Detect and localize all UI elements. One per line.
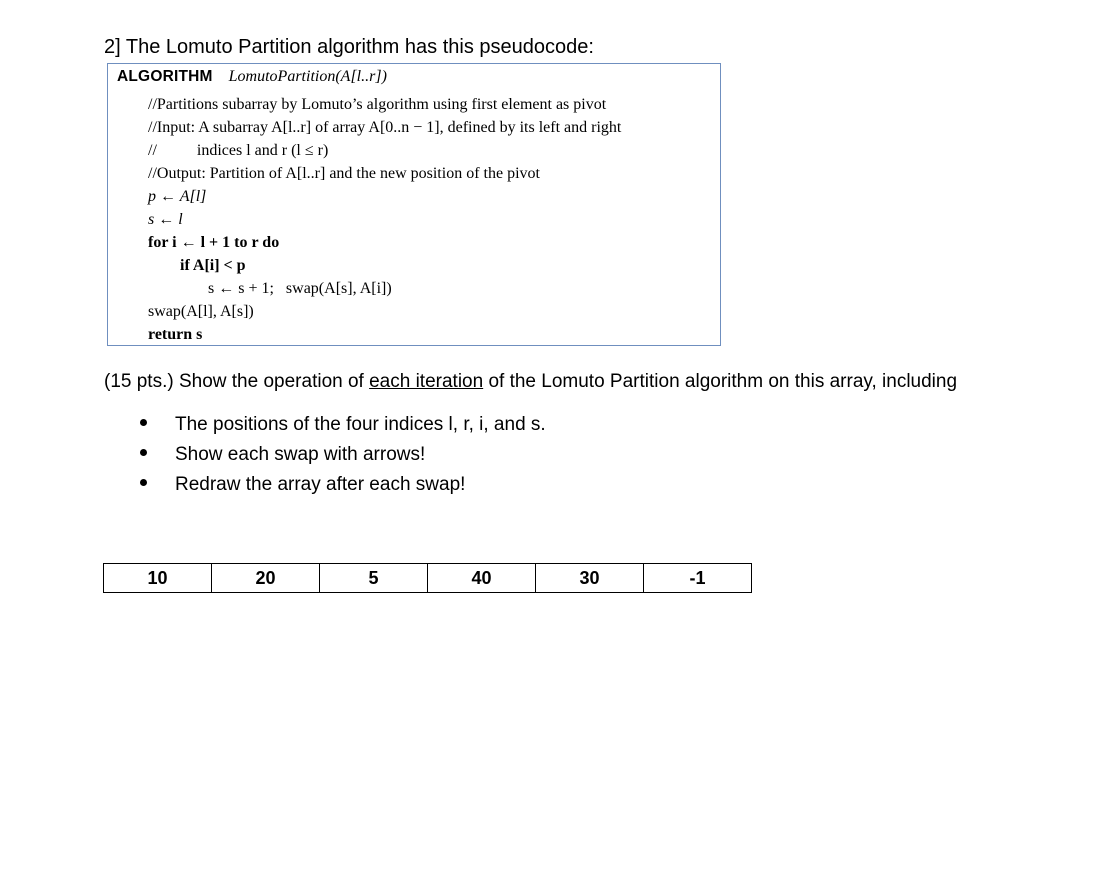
list-item bbox=[140, 410, 546, 440]
code-line-for-loop: for i ← l + 1 to r do bbox=[148, 234, 280, 251]
array-table bbox=[103, 563, 752, 593]
question-underlined: each iteration bbox=[369, 371, 484, 392]
code-line-swap-inner: s ← s + 1; swap(A[s], A[i]) bbox=[208, 280, 392, 297]
code-comment-line: // indices l and r (l ≤ r) bbox=[148, 142, 329, 159]
array-cell: 5 bbox=[320, 564, 428, 593]
list-item-text: Show each swap with arrows! bbox=[175, 444, 426, 465]
code-line-swap-final: swap(A[l], A[s]) bbox=[148, 303, 254, 320]
problem-title: 2] The Lomuto Partition algorithm has this pseudocode: bbox=[104, 36, 594, 58]
table-row bbox=[104, 564, 752, 593]
array-cell: 20 bbox=[212, 564, 320, 593]
array-cell: 10 bbox=[104, 564, 212, 593]
pseudocode-box bbox=[107, 63, 721, 346]
question-prefix: (15 pts.) Show the operation of bbox=[104, 371, 370, 392]
list-item bbox=[140, 470, 546, 500]
algorithm-keyword: ALGORITHM bbox=[117, 68, 213, 85]
bullet-icon bbox=[140, 449, 147, 456]
array-cell: -1 bbox=[644, 564, 752, 593]
question-suffix: of the Lomuto Partition algorithm on this array, including bbox=[483, 371, 958, 392]
code-line-return: return s bbox=[148, 326, 203, 343]
array-cell: 40 bbox=[428, 564, 536, 593]
list-item bbox=[140, 440, 546, 470]
code-line-if: if A[i] < p bbox=[180, 257, 246, 274]
bullet-icon bbox=[140, 479, 147, 486]
array-cell: 30 bbox=[536, 564, 644, 593]
code-line-s-init: s ← l bbox=[148, 211, 183, 228]
bullet-icon bbox=[140, 419, 147, 426]
code-comment-line: //Output: Partition of A[l..r] and the new position of the pivot bbox=[148, 165, 540, 182]
list-item-text: The positions of the four indices l, r, i, and s. bbox=[175, 414, 546, 435]
algorithm-signature: LomutoPartition(A[l..r]) bbox=[228, 68, 387, 85]
requirements-list bbox=[140, 410, 546, 500]
algorithm-header bbox=[117, 68, 387, 86]
code-line-pivot: p ← A[l] bbox=[148, 188, 207, 205]
list-item-text: Redraw the array after each swap! bbox=[175, 474, 466, 495]
code-comment-line: //Partitions subarray by Lomuto’s algorithm using first element as pivot bbox=[148, 96, 607, 113]
code-comment-line: //Input: A subarray A[l..r] of array A[0..n − 1], defined by its left and right bbox=[148, 119, 622, 136]
question-text bbox=[104, 369, 957, 395]
